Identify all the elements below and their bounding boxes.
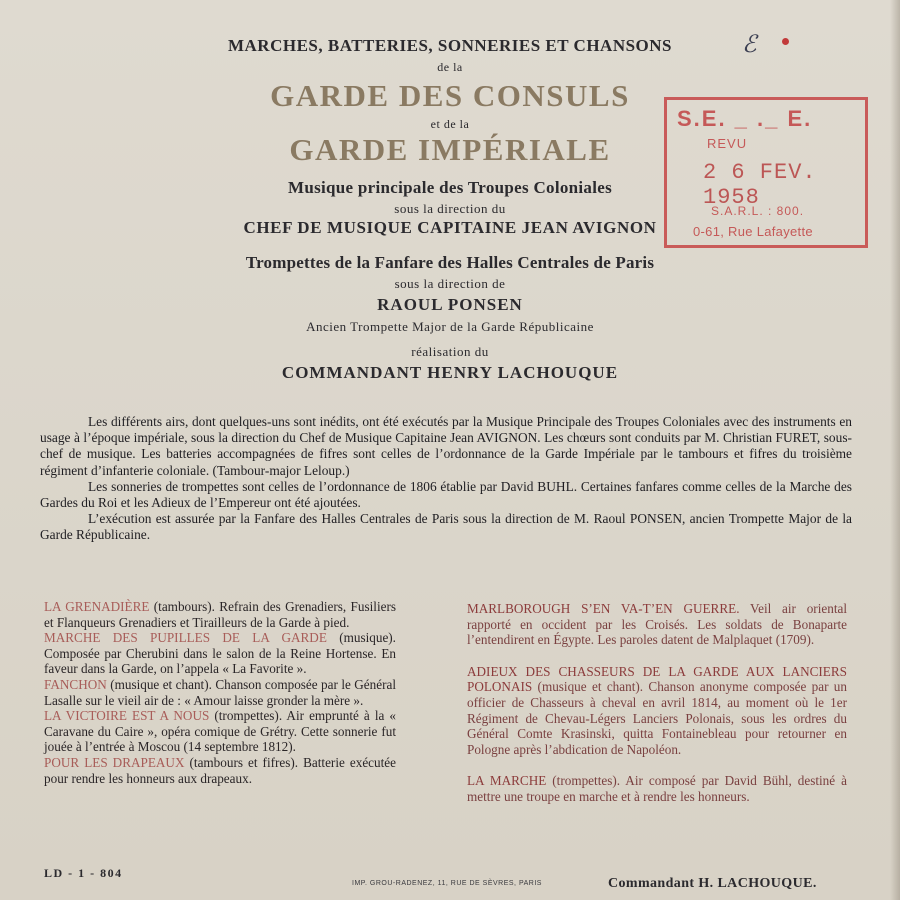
title-marches: MARCHES, BATTERIES, SONNERIES ET CHANSONS xyxy=(227,36,673,55)
catalog-number: LD - 1 - 804 xyxy=(44,866,123,880)
track-entry xyxy=(44,677,396,708)
track-description: (tambours). Refrain des Grenadiers, Fusiliers et Flanqueurs Grenadiers et Tirailleurs de la Garde à pied. xyxy=(44,599,396,630)
track-entry xyxy=(44,708,396,755)
stamp-sarl: S.A.R.L. : 800. xyxy=(711,204,805,218)
track-title: MARLBOROUGH S’EN VA-T’EN GUERRE. xyxy=(467,601,740,616)
track-entry xyxy=(467,664,847,758)
handwritten-mark: ℰ xyxy=(742,30,757,58)
credit-musique: Musique principale des Troupes Coloniales xyxy=(287,178,613,197)
track-description: (musique et chant). Chanson anonyme composée par un officier de Chasseurs à cheval en avril 1814, au moment où le 1er Régiment de Chevau-Légers Lanciers Polonais, sous les ordres du Général Comte Krasinski, quitta Fontainebleau pour retourner en Pologne après l’abdication de Napoléon. xyxy=(467,679,847,757)
title-garde-des-consuls: GARDE DES CONSULS xyxy=(270,78,630,113)
track-description: (musique). Composée par Cherubini dans le salon de la Reine Hortense. En faveur dans la Garde, on l’appela « La Favorite ». xyxy=(44,630,396,677)
track-entry xyxy=(44,599,396,630)
stamp-address: 0-61, Rue Lafayette xyxy=(693,224,813,239)
track-title: LA VICTOIRE EST A NOUS xyxy=(44,708,210,724)
connector-de-la: de la xyxy=(437,60,463,74)
track-title: FANCHON xyxy=(44,676,107,692)
liner-notes xyxy=(40,414,852,544)
liner-paragraph-2: Les sonneries de trompettes sont celles de l’ordonnance de 1806 établie par David BUHL. Certaines fanfares comme celles de la Marche des Gardes du Roi et les Adieux de l’Empereur ont été ajoutées. xyxy=(40,478,852,511)
track-title: POUR LES DRAPEAUX xyxy=(44,754,185,770)
printer-credit: IMP. GROU-RADENEZ, 11, RUE DE SÈVRES, PARIS xyxy=(352,880,542,887)
entry-spacer xyxy=(467,757,847,773)
signature-line: Commandant H. LACHOUQUE. xyxy=(608,876,817,891)
credit-raoul-ponsen: RAOUL PONSEN xyxy=(377,295,523,314)
track-description: (tambours et fifres). Batterie exécutée pour rendre les honneurs aux drapeaux. xyxy=(44,754,396,786)
track-entry xyxy=(44,630,396,677)
track-description: (trompettes). Air emprunté à la « Caravane du Caire », opéra comique de Grétry. Cette sonnerie fut jouée à l’entrée à Moscou (14 septembre 1812). xyxy=(44,708,396,755)
track-entry xyxy=(467,601,847,648)
red-dot-mark xyxy=(782,38,789,45)
stamp-date: 2 6 FEV. 1958 xyxy=(703,160,817,210)
credit-trompettes: Trompettes de la Fanfare des Halles Centrales de Paris xyxy=(245,253,655,272)
track-description: (trompettes). Air composé par David Bühl, destiné à mettre une troupe en marche et à rendre les honneurs. xyxy=(467,773,847,804)
stamp-revu: REVU xyxy=(707,136,748,151)
credit-chef-de-musique: CHEF DE MUSIQUE CAPITAINE JEAN AVIGNON xyxy=(243,218,657,237)
track-title: MARCHE DES PUPILLES DE LA GARDE xyxy=(44,630,327,646)
track-entry xyxy=(467,773,847,804)
track-list-right xyxy=(467,601,847,805)
track-description: Veil air oriental rapporté en occident par les Croisés. Les soldats de Bonaparte l’entendirent en Égypte. Les paroles datent de Malplaquet (1709). xyxy=(467,601,847,648)
track-title: LA GRENADIÈRE xyxy=(44,599,150,614)
track-title: ADIEUX DES CHASSEURS DE LA GARDE AUX LANCIERS POLONAIS xyxy=(467,663,847,695)
track-list-left xyxy=(44,599,396,786)
title-garde-imperiale: GARDE IMPÉRIALE xyxy=(289,132,611,167)
stamp-company: S.E. _ ._ E. xyxy=(677,106,813,131)
credit-commandant: COMMANDANT HENRY LACHOUQUE xyxy=(281,363,619,382)
liner-paragraph-3: L’exécution est assurée par la Fanfare des Halles Centrales de Paris sous la direction de M. Raoul PONSEN, ancien Trompette Major de la Garde Républicaine. xyxy=(40,511,852,543)
connector-et-de-la: et de la xyxy=(430,117,470,131)
track-entry xyxy=(44,755,396,786)
track-title: LA MARCHE xyxy=(467,773,547,789)
credit-realisation: réalisation du xyxy=(411,344,489,359)
track-description: (musique et chant). Chanson composée par le Général Lasalle sur le vieil air de : « Amour laisse gronder la mère ». xyxy=(44,676,396,708)
entry-spacer xyxy=(467,648,847,664)
credit-sous-direction-1: sous la direction du xyxy=(394,201,506,216)
liner-paragraph-1: Les différents airs, dont quelques-uns sont inédits, ont été exécutés par la Musique Principale des Troupes Coloniales avec des instruments en usage à l’époque impériale, sous la direction du Chef de Musique Capitaine Jean AVIGNON. Les chœurs sont conduits par M. Christian FURET, sous-chef de musique. Les batteries accompagnées de fifres sont celles de l’ordonnance de la Garde Impériale par le tambours et fifres du troisième régiment d’infanterie coloniale. (Tambour-major Leloup.) xyxy=(40,414,852,478)
credit-sous-direction-2: sous la direction de xyxy=(394,276,506,291)
credit-ancien-trompette: Ancien Trompette Major de la Garde Républicaine xyxy=(306,319,594,334)
received-stamp xyxy=(664,97,868,248)
